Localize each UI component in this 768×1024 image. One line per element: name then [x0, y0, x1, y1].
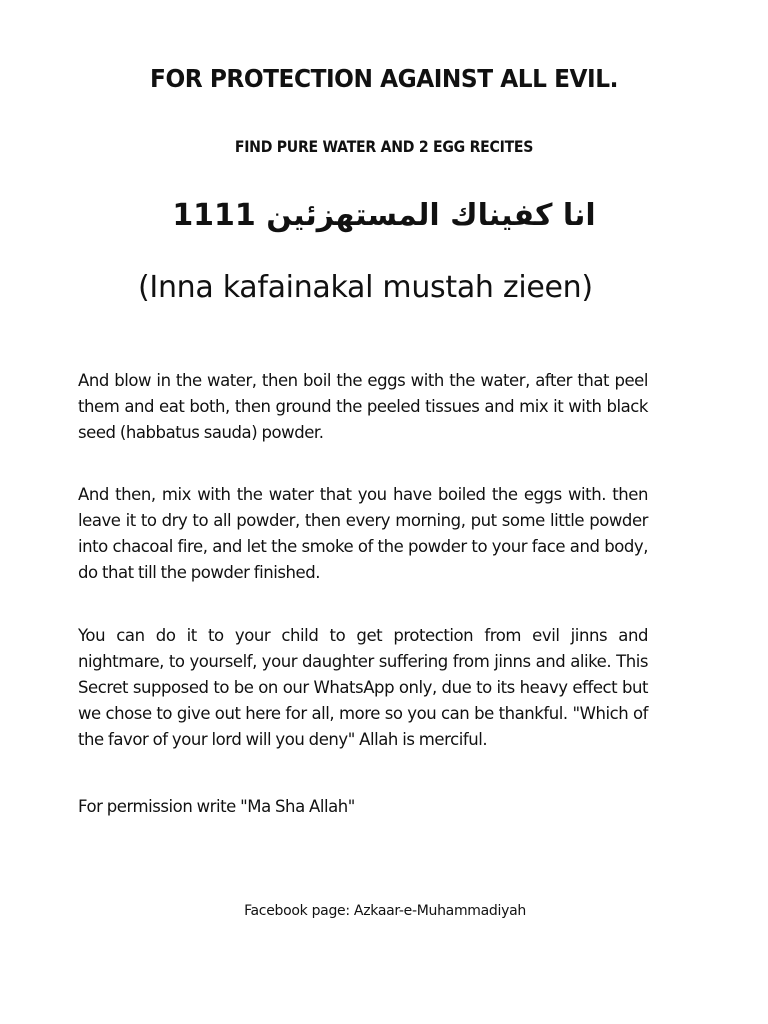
arabic-verse: انا كفيناك المستهزئين [266, 198, 596, 233]
instruction-paragraph: And blow in the water, then boil the eggs with the water, after that peel them and eat both, then ground the peeled tissues and mix it with black seed (habbatus sauda) powder. [78, 371, 648, 442]
instruction-paragraph: You can do it to your child to get protection from evil jinns and nightmare, to yourself, your daughter suffering from jinns and alike. This Secret supposed to be on our WhatsApp only, due to its heavy effect but we chose to give out here for all, more so you can be thankful. "Which of the favor of your lord will you deny" Allah is merciful. [78, 626, 648, 749]
arabic-recitation-line [0, 198, 768, 233]
recitation-count: 1111 [172, 198, 256, 233]
facebook-page-footer: Facebook page: Azkaar-e-Muhammadiyah [244, 903, 526, 919]
document-subtitle: FIND PURE WATER AND 2 EGG RECITES [234, 137, 534, 156]
permission-note: For permission write "Ma Sha Allah" [78, 797, 355, 816]
instruction-paragraph: And then, mix with the water that you have boiled the eggs with. then leave it to dry to all powder, then every morning, put some little powder into chacoal fire, and let the smoke of the powder to your face and body, do that till the powder finished. [78, 485, 648, 582]
document-title: FOR PROTECTION AGAINST ALL EVIL. [150, 64, 618, 93]
transliteration: (Inna kafainakal mustah zieen) [138, 270, 593, 305]
